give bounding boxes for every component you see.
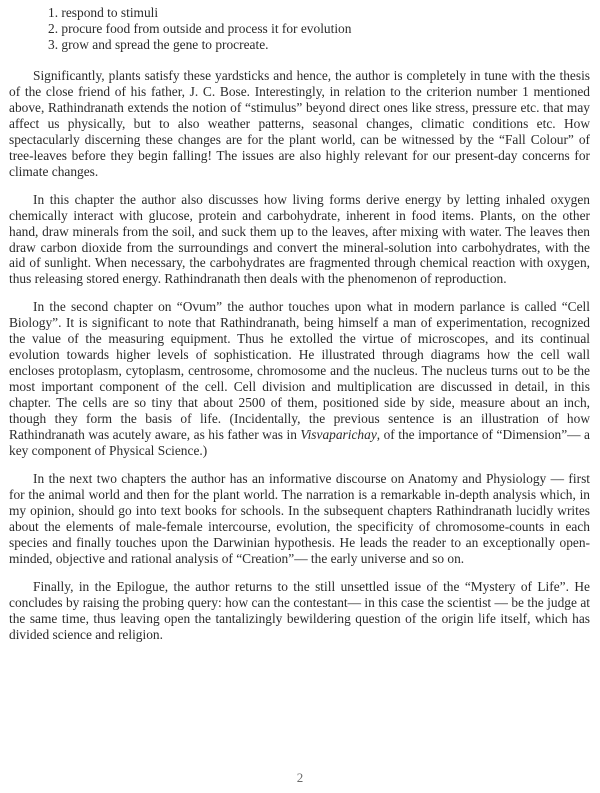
criterion-item: 2. procure food from outside and process it for evolution: [48, 20, 352, 36]
paragraph-ovum: [9, 299, 590, 459]
criteria-list: [48, 5, 548, 53]
paragraph-ovum-text: In the second chapter on “Ovum” the author touches upon what in modern parlance is called “Cell Biology”. It is significant to note that Rathindranath, being himself a man of experimentation, recognized the value of the measuring equipment. Thus he extolled the virtue of microscopes, and its continual evolution towards higher levels of sophistication. He illustrated through diagrams how the cell wall encloses protoplasm, cytoplasm, centrosome, chromosome and the nucleus. The nucleus turns out to be the most important component of the cell. Cell division and multiplication are discussed in detail, in this chapter. The cells are so tiny that about 2500 of them, positioned side by side, measure about an inch, though they form the basis of life. (Incidentally, the previous sentence is an illustration of how Rathindranath was acutely aware, as his father was in: [9, 299, 590, 443]
paragraph-energy: In this chapter the author also discusses how living forms derive energy by letting inhaled oxygen chemically interact with glucose, protein and carbohydrate, inherent in food items. Plants, on the other hand, draw minerals from the soil, and suck them up to the leaves, after mixing with water. The leaves then draw carbon dioxide from the surroundings and convert the mineral-solution into carbohydrates, with the aid of sunlight. When necessary, the carbohydrates are fragmented through chemical reaction with oxygen, thus releasing stored energy. Rathindranath then deals with the phenomenon of reproduction.: [9, 191, 590, 287]
criterion-item: 3. grow and spread the gene to procreate.: [48, 36, 269, 52]
paragraph-plants-stimuli: Significantly, plants satisfy these yardsticks and hence, the author is completely in tune with the thesis of the close friend of his father, J. C. Bose. Interestingly, in relation to the criterion number 1 mentioned above, Rathindranath extends the notion of “stimulus” beyond direct ones like stress, pressure etc. that may affect us physically, but to also weather patterns, seasonal changes, climatic conditions etc. How spectacularly discerning these changes are for the plant world, can be witnessed by the “Fall Colour” of tree-leaves before they begin falling! The issues are also highly relevant for our present-day concerns for climate changes.: [9, 68, 590, 179]
criterion-item: 1. respond to stimuli: [48, 5, 159, 20]
paragraph-ovum-text-end: , of the importance of “Dimension”— a key component of Physical Science.): [9, 427, 590, 458]
book-title-visvaparichay: Visvaparichay: [300, 427, 377, 443]
paragraph-epilogue: Finally, in the Epilogue, the author returns to the still unsettled issue of the “Mystery of Life”. He concludes by raising the probing query: how can the contestant— in this case the scientist — be the judge at the same time, thus leaving open the tantalizingly bewildering question of the origin life itself, which has divided science and religion.: [9, 578, 590, 642]
page-number: 2: [296, 770, 304, 785]
body-text: [9, 68, 590, 654]
paragraph-anatomy: In the next two chapters the author has an informative discourse on Anatomy and Physiology — first for the animal world and then for the plant world. The narration is a remarkable in-depth analysis which, in my opinion, should go into text books for schools. In the subsequent chapters Rathindranath lucidly writes about the elements of male-female intercourse, evolution, the specificity of chromosome-counts in each species and finally touches upon the Darwinian hypothesis. He leads the reader to an exceptionally open-minded, objective and rational analysis of “Creation”— the early universe and so on.: [9, 470, 590, 566]
